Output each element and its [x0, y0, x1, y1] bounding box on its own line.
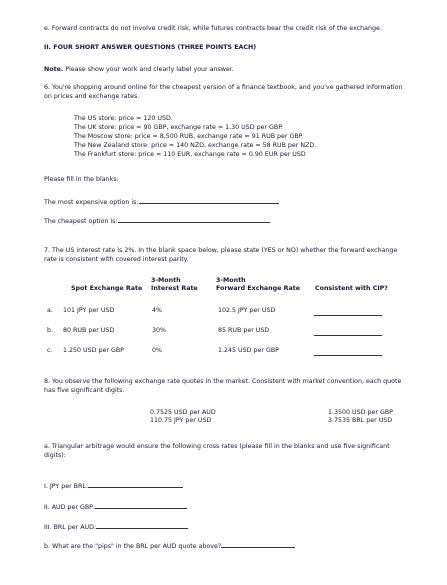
cross-jpy-brl-row: [44, 481, 183, 492]
q7-intro: 7. The US interest rate is 2%. In the blank space below, please state (YES or NO) whether the forward exchange rate is consistent with covered interest parity.: [44, 247, 398, 263]
section-heading: II. FOUR SHORT ANSWER QUESTIONS (THREE POINTS EACH): [44, 44, 257, 51]
cheapest-label: The cheapest option is:: [44, 218, 118, 225]
cross-jpy-brl-label: I. JPY per BRL:: [44, 483, 89, 490]
cross-jpy-brl-blank[interactable]: [88, 481, 183, 488]
header-interest-1: 3-Month: [151, 277, 181, 284]
store-new-zealand: The New Zealand store: price = 140 NZD, exchange rate = 58 RUB per NZD.: [74, 141, 317, 149]
row-a-cip-blank[interactable]: [314, 309, 382, 316]
header-interest-2: Interest Rate: [151, 285, 198, 292]
store-uk: The UK store: price = 90 GBP, exchange rate = 1.30 USD per GBP.: [74, 123, 284, 131]
cross-aud-gbp-blank[interactable]: [95, 502, 187, 509]
row-b-label: b.: [47, 327, 53, 334]
q6-store-list: [74, 115, 316, 160]
cheapest-blank[interactable]: [118, 216, 270, 223]
most-expensive-blank[interactable]: [139, 197, 279, 204]
header-forward-1: 3-Month: [216, 277, 246, 284]
header-forward-2: Forward Exchange Rate: [216, 285, 301, 292]
row-c-rate: 0%: [152, 347, 162, 354]
cross-brl-aud-label: III. BRL per AUD:: [44, 524, 97, 531]
pips-blank[interactable]: [221, 541, 295, 548]
cross-brl-aud-row: [44, 522, 188, 533]
cheapest-row: [44, 216, 270, 227]
row-a-forward: 102.5 JPY per USD: [218, 307, 276, 314]
quote-jpy-usd: 110.75 JPY per USD: [150, 417, 212, 424]
row-b-forward: 85 RUB per USD: [218, 327, 270, 334]
quote-brl-usd: 3.7535 BRL per USD: [328, 417, 393, 424]
row-c-label: c.: [47, 347, 53, 354]
row-c-spot: 1.250 USD per GBP: [63, 347, 124, 354]
q8-part-b-label: b. What are the "pips" in the BRL per AUD quote above?: [44, 543, 222, 550]
note: Note. Please show your work and clearly label your answer.: [44, 66, 234, 73]
item-e: e. Forward contracts do not involve credit risk, while futures contracts bear the credit risk of the exchange.: [44, 25, 382, 32]
q6-fill-prompt: Please fill in the blanks:: [44, 176, 119, 183]
store-frankfurt: The Frankfurt store: price = 110 EUR, exchange rate = 0.90 EUR per USD: [74, 150, 306, 158]
row-b-cip-blank[interactable]: [314, 329, 382, 336]
row-b-rate: 30%: [152, 327, 166, 334]
most-expensive-label: The most expensive option is:: [44, 199, 139, 206]
quote-usd-gbp: 1.3500 USD per GBP: [328, 409, 393, 416]
row-a-rate: 4%: [152, 307, 162, 314]
row-a-label: a.: [47, 307, 53, 314]
row-b-spot: 80 RUB per USD: [63, 327, 115, 334]
cross-aud-gbp-row: [44, 502, 187, 513]
row-c-cip-blank[interactable]: [314, 349, 382, 356]
q8-part-b-row: [44, 541, 295, 552]
q8-intro: 8. You observe the following exchange rate quotes in the market. Consistent with market convention, each quote has five significant digits.: [44, 378, 402, 394]
cross-brl-aud-blank[interactable]: [96, 522, 188, 529]
store-moscow: The Moscow store: price = 8,500 RUB, exchange rate = 91 RUB per GBP.: [74, 132, 304, 140]
cross-aud-gbp-label: II. AUD per GBP:: [44, 504, 96, 511]
note-text: Please show your work and clearly label your answer.: [63, 66, 234, 73]
header-spot: Spot Exchange Rate: [71, 285, 143, 292]
quote-usd-aud: 0.7525 USD per AUD: [150, 409, 216, 416]
row-a-spot: 101 JPY per USD: [63, 307, 115, 314]
most-expensive-row: [44, 197, 279, 208]
row-c-forward: 1.245 USD per GBP: [218, 347, 279, 354]
q8-part-a: a. Triangular arbitrage would ensure the following cross rates (please fill in the blanks and use five significant digits):: [44, 443, 390, 459]
header-cip: Consistent with CIP?: [315, 285, 388, 292]
store-us: The US store: price = 120 USD.: [74, 115, 173, 122]
q6-intro: 6. You're shopping around online for the cheapest version of a finance textbook, and you've gathered information on prices and exchange rates.: [44, 84, 403, 100]
